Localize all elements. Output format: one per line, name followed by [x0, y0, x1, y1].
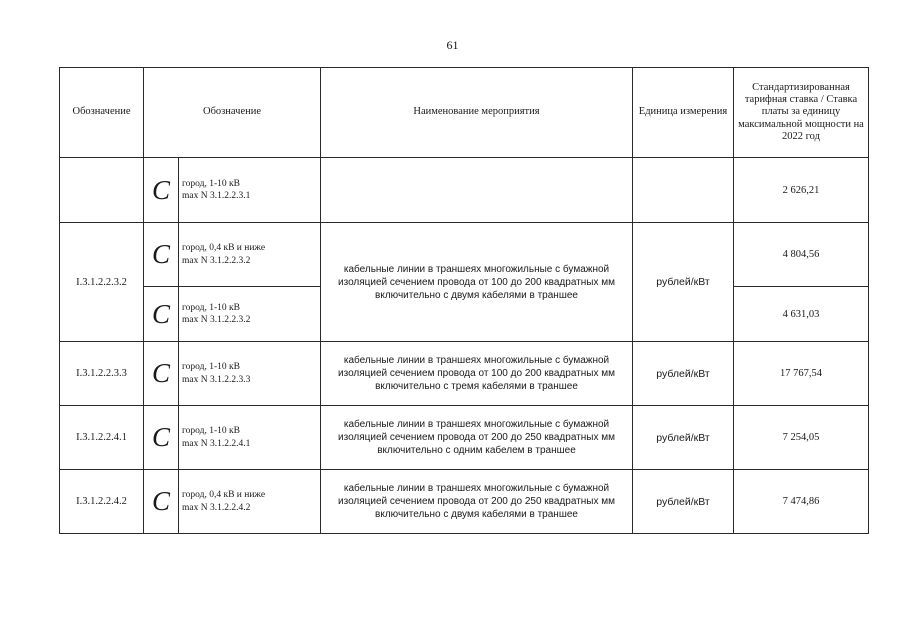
table-header-row	[60, 68, 869, 158]
table-row	[60, 158, 869, 223]
row-meta	[179, 406, 321, 470]
header-activity-name: Наименование мероприятия	[321, 68, 633, 158]
row-rate: 2 626,21	[734, 158, 869, 223]
rate-symbol: C	[144, 470, 179, 534]
table-row	[60, 406, 869, 470]
rate-symbol: C	[144, 158, 179, 223]
table-row	[60, 470, 869, 534]
row-rate: 4 631,03	[734, 287, 869, 342]
row-code: I.3.1.2.2.4.2	[60, 470, 144, 534]
row-meta-territory: город, 0,4 кВ и ниже	[182, 490, 266, 501]
row-description	[321, 158, 633, 223]
row-rate: 7 254,05	[734, 406, 869, 470]
row-unit	[633, 158, 734, 223]
row-meta-index: max N 3.1.2.2.3.2	[182, 315, 251, 325]
rate-symbol: C	[144, 406, 179, 470]
row-unit: рублей/кВт	[633, 406, 734, 470]
row-meta	[179, 470, 321, 534]
row-meta-index: max N 3.1.2.2.4.2	[182, 502, 251, 513]
row-meta	[179, 223, 321, 287]
rate-symbol: C	[144, 342, 179, 406]
row-code: I.3.1.2.2.3.3	[60, 342, 144, 406]
row-meta	[179, 158, 321, 223]
header-designation-2: Обозначение	[144, 68, 321, 158]
row-meta-territory: город, 1-10 кВ	[182, 178, 240, 189]
row-meta-index: max N 3.1.2.2.3.2	[182, 255, 251, 266]
row-meta-index: max N 3.1.2.2.3.3	[182, 374, 251, 385]
row-meta	[179, 342, 321, 406]
row-meta-index: max N 3.1.2.2.4.1	[182, 438, 251, 449]
row-unit: рублей/кВт	[633, 342, 734, 406]
row-meta-territory: город, 1-10 кВ	[182, 426, 240, 437]
header-rate: Стандартизированная тарифная ставка / Ставка платы за единицу максимальной мощности на 2022 год	[734, 68, 869, 158]
row-code: I.3.1.2.2.4.1	[60, 406, 144, 470]
row-description: кабельные линии в траншеях многожильные с бумажной изоляцией сечением провода от 200 до 250 квадратных мм включительно с одним кабелем в траншее	[321, 406, 633, 470]
row-description: кабельные линии в траншеях многожильные с бумажной изоляцией сечением провода от 100 до 200 квадратных мм включительно с двумя кабелями в траншее	[321, 223, 633, 342]
tariff-table	[59, 67, 869, 534]
row-unit: рублей/кВт	[633, 223, 734, 342]
header-unit: Единица измерения	[633, 68, 734, 158]
row-meta-territory: город, 0,4 кВ и ниже	[182, 243, 266, 254]
row-code	[60, 158, 144, 223]
row-rate: 7 474,86	[734, 470, 869, 534]
row-rate: 4 804,56	[734, 223, 869, 287]
page-number: 61	[446, 38, 459, 52]
row-unit: рублей/кВт	[633, 470, 734, 534]
row-code: I.3.1.2.2.3.2	[60, 223, 144, 342]
row-meta-territory: город, 1-10 кВ	[182, 302, 240, 313]
row-meta	[179, 287, 321, 342]
rate-symbol: C	[144, 223, 179, 287]
row-meta-index: max N 3.1.2.2.3.1	[182, 191, 251, 201]
table-row	[60, 342, 869, 406]
header-designation-1: Обозначение	[60, 68, 144, 158]
row-description: кабельные линии в траншеях многожильные с бумажной изоляцией сечением провода от 100 до 200 квадратных мм включительно с тремя кабелями в траншее	[321, 342, 633, 406]
row-description: кабельные линии в траншеях многожильные с бумажной изоляцией сечением провода от 200 до 250 квадратных мм включительно с двумя кабелями в траншее	[321, 470, 633, 534]
row-rate: 17 767,54	[734, 342, 869, 406]
table-row	[60, 223, 869, 287]
row-meta-territory: город, 1-10 кВ	[182, 362, 240, 373]
rate-symbol: C	[144, 287, 179, 342]
